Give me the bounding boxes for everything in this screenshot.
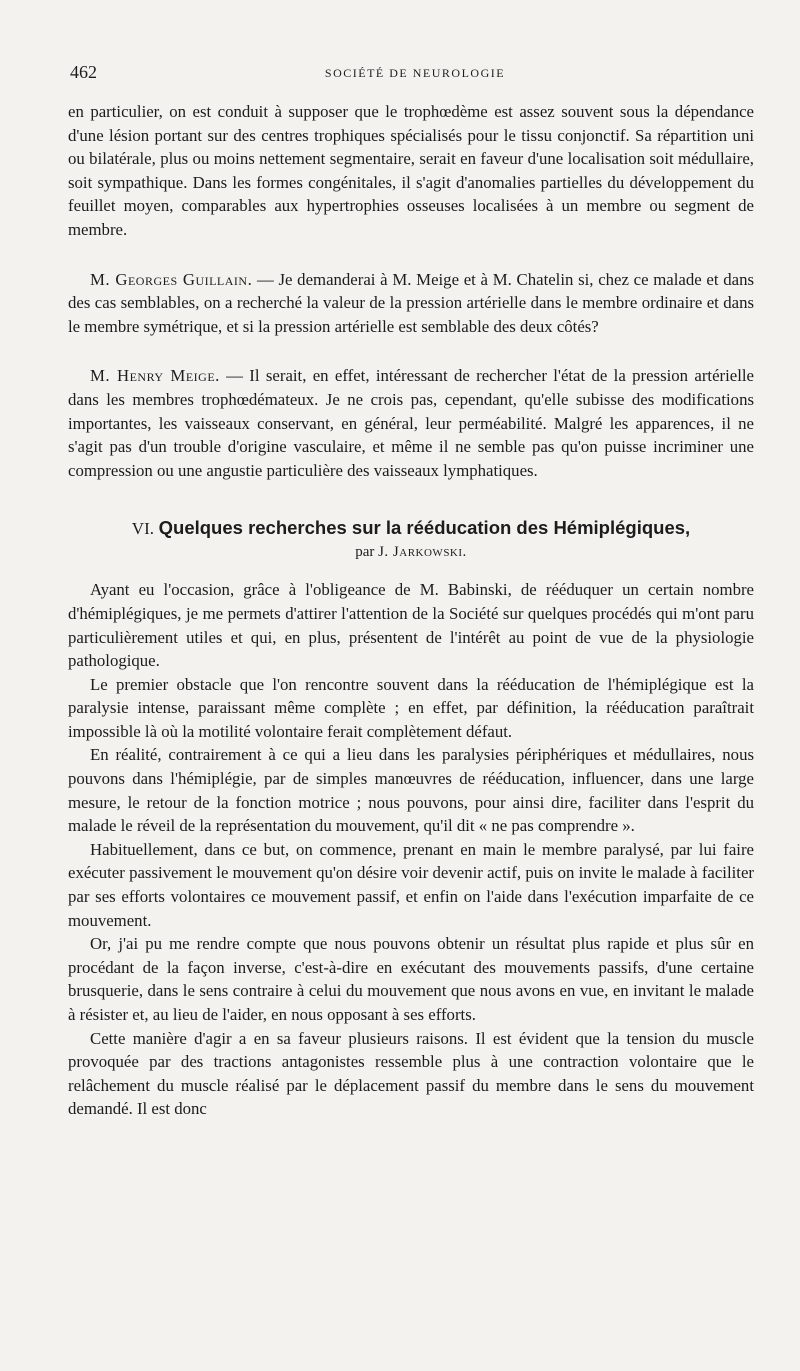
speaker-remark: — Je demanderai à M. Meige et à M. Chatelin si, chez ce malade et dans des cas semblables, on a recherché la valeur de la pression artérielle dans le membre ordinaire et dans le membre symétrique, et si la pression artérielle est semblable des deux côtés?	[68, 269, 754, 336]
running-header	[70, 62, 760, 88]
speaker-name: M. Georges Guillain.	[90, 269, 253, 289]
author-name: J. Jarkowski.	[378, 544, 467, 561]
page-number: 462	[70, 62, 97, 82]
journal-title: SOCIÉTÉ DE NEUROLOGIE	[324, 66, 506, 80]
paragraph: Cette manière d'agir a en sa faveur plusieurs raisons. Il est évident que la tension du muscle provoquée par des tractions antagonistes ressemble plus à une contraction volontaire que le relâchement du muscle réalisé par le déplacement passif du membre dans le sens du mouvement demandé. Il est donc	[68, 1028, 754, 1119]
discussion-guillain	[68, 268, 754, 339]
paragraph: Habituellement, dans ce but, on commence, prenant en main le membre paralysé, par lui faire exécuter passivement le mouvement qu'on désire voir devenir actif, puis on invite le malade à faciliter par ses efforts volontaires ce mouvement passif, et enfin on l'aide dans l'exécution imparfaite de ce mouvement.	[68, 839, 754, 930]
paragraph: En réalité, contrairement à ce qui a lieu dans les paralysies périphériques et médullaires, nous pouvons dans l'hémiplégie, par de simples manœuvres de rééducation, influencer, dans une large mesure, le retour de la fonction motrice ; nous pouvons, pour ainsi dire, faciliter dans l'esprit du malade le réveil de la représentation du mouvement, qu'il dit « ne pas comprendre ».	[68, 745, 754, 836]
byline	[68, 542, 754, 562]
byline-par: par	[355, 544, 375, 561]
section-title: Quelques recherches sur la rééducation des Hémiplégiques,	[158, 517, 691, 539]
paragraph-continuation: en particulier, on est conduit à supposer que le trophœdème est assez souvent sous la dépendance d'une lésion portant sur des centres trophiques spécialisés pour le tissu conjonctif. Sa répartition uni ou bilatérale, plus ou moins nettement segmentaire, serait en faveur d'une localisation soit médullaire, soit sympathique. Dans les formes congénitales, il s'agit d'anomalies partielles du développement du feuillet moyen, comparables aux hypertrophies osseuses localisées à un membre ou segment de membre.	[68, 102, 754, 239]
speaker-remark: — Il serait, en effet, intéressant de rechercher l'état de la pression artérielle dans les membres trophœdémateux. Je ne crois pas, cependant, qu'elle subisse des modifications importantes, les vaisseaux conservant, en général, leur perméabilité. Malgré les apparences, il ne s'agit pas d'un trouble d'origine vasculaire, et même il ne semble pas qu'on puisse incriminer une compression ou une angustie particulière des vaisseaux lymphatiques.	[68, 366, 754, 480]
paragraph: Le premier obstacle que l'on rencontre souvent dans la rééducation de l'hémiplégique est la paralysie intense, paraissant même complète ; en effet, par définition, la rééducation paraîtrait impossible là où la motilité volontaire ferait complètement défaut.	[68, 674, 754, 741]
discussion-meige	[68, 364, 754, 482]
section-number: VI.	[131, 519, 154, 539]
paragraph: Ayant eu l'occasion, grâce à l'obligeance de M. Babinski, de rééduquer un certain nombre d'hémiplégiques, je me permets d'attirer l'attention de la Société sur quelques procédés qui m'ont paru particulièrement utiles et qui, en plus, présentent de l'intérêt au point de vue de la physiologie pathologique.	[68, 580, 754, 671]
section-heading	[68, 517, 754, 540]
article-body	[68, 100, 754, 1121]
paragraph: Or, j'ai pu me rendre compte que nous pouvons obtenir un résultat plus rapide et plus sûr en procédant de la façon inverse, c'est-à-dire en exécutant des mouvements passifs, d'une certaine brusquerie, dans le sens contraire à celui du mouvement que nous avons en vue, en invitant le malade à résister et, au lieu de l'aider, en nous opposant à ses efforts.	[68, 934, 754, 1024]
speaker-name: M. Henry Meige.	[90, 366, 220, 386]
